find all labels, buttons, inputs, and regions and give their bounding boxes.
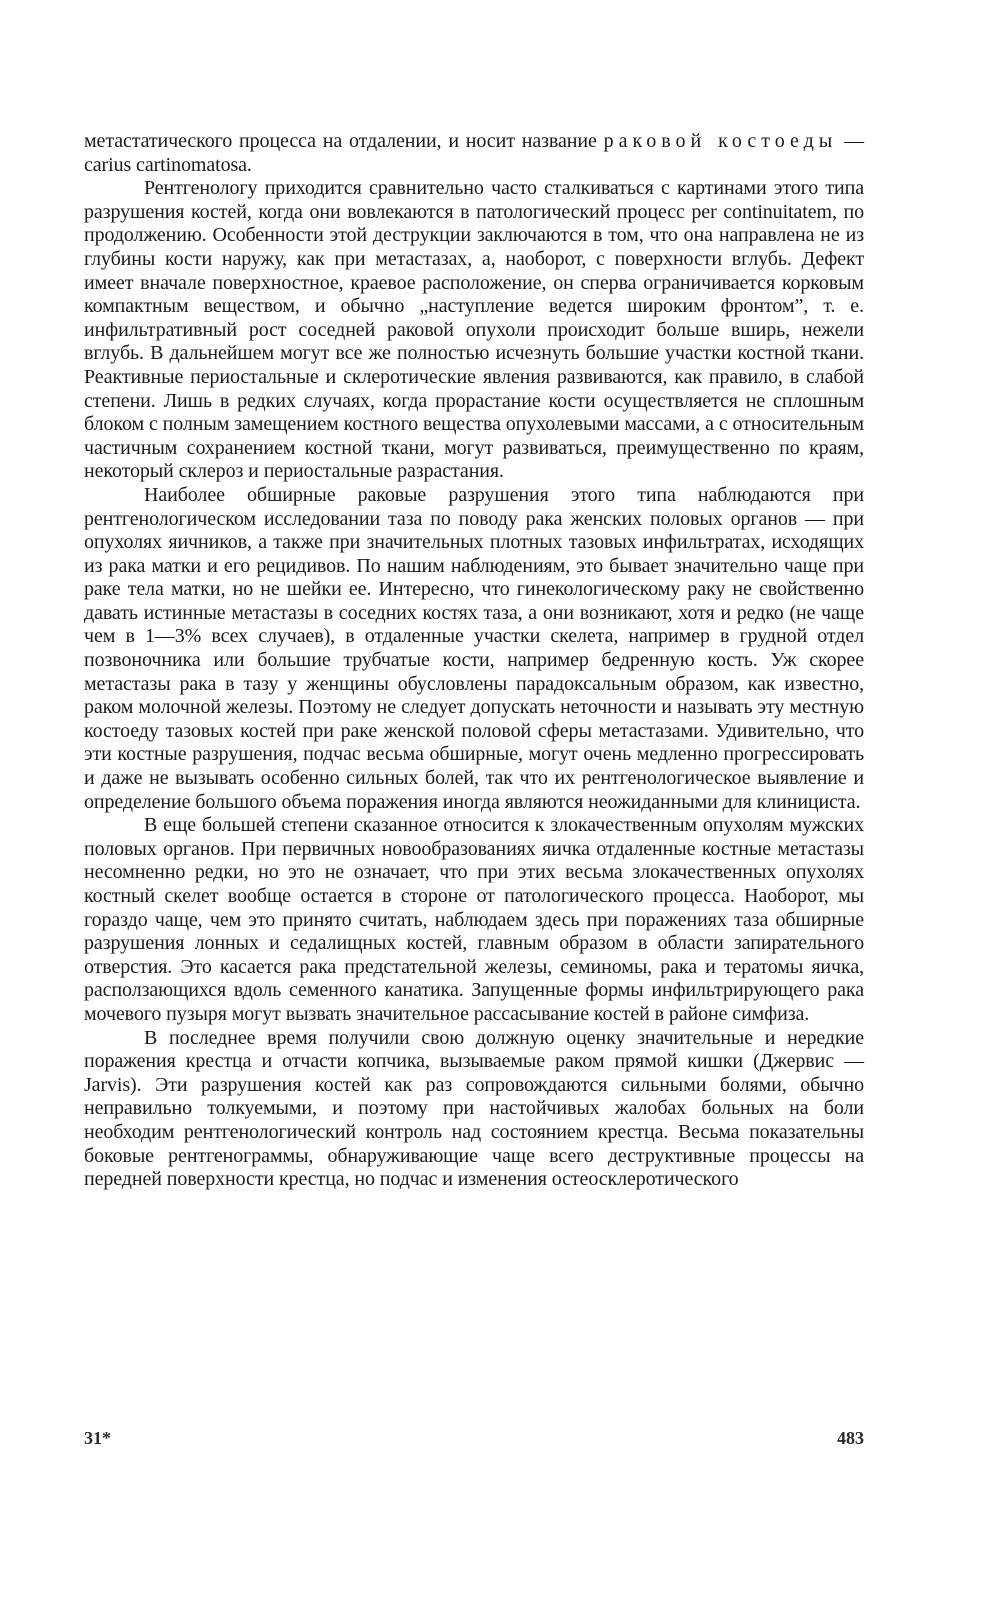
paragraph-3: Наиболее обширные раковые разрушения этого типа наблюдаются при рентгенологическом исследовании таза по поводу рака женских половых органов — при опухолях яичников, а также при значительных плотных тазовых инфильтратах, исходящих из рака матки и его рецидивов. По нашим наблюдениям, это бывает значительно чаще при раке тела матки, но не шейки ее. Интересно, что гинекологическому раку не свойственно давать истинные метастазы в соседних костях таза, а они возникают, хотя и редко (не чаще чем в 1—3% всех случаев), в отдаленные участки скелета, например в грудной отдел позвоночника или большие трубчатые кости, например бедренную кость. Уж скорее метастазы рака в тазу у женщины обусловлены парадоксальным образом, как известно, раком молочной железы. Поэтому не следует допускать неточности и называть эту местную костоеду тазовых костей при раке женской половой сферы метастазами. Удивительно, что эти костные разрушения, подчас весьма обширные, могут очень медленно прогрессировать и даже не вызывать особенно сильных болей, так что их рентгенологическое выявление и определение большого объема поражения иногда являются неожиданными для клинициста. <box>84 483 864 813</box>
paragraph-4: В еще большей степени сказанное относится к злокачественным опухолям мужских половых органов. При первичных новообразованиях яичка отдаленные костные метастазы несомненно редки, но это не означает, что при этих весьма злокачественных опухолях костный скелет вообще остается в стороне от патологического процесса. Наоборот, мы гораздо чаще, чем это принято считать, наблюдаем здесь при поражениях таза обширные разрушения лонных и седалищных костей, главным образом в области запирательного отверстия. Это касается рака предстательной железы, семиномы, рака и тератомы яичка, расползающихся вдоль семенного канатика. Запущенные формы инфильтрирующего рака мочевого пузыря могут вызвать значительное рассасывание костей в районе симфиза. <box>84 814 864 1025</box>
paragraph-5: В последнее время получили свою должную оценку значительные и нередкие поражения крестца и отчасти копчика, вызываемые раком прямой кишки (Джервис — Jarvis). Эти разрушения костей как раз сопровождаются сильными болями, обычно неправильно толкуемыми, и поэтому при настойчивых жалобах больных на боли необходим рентгенологический контроль над состоянием крестца. Весьма показательны боковые рентгенограммы, обнаруживающие чаще всего деструктивные процессы на передней поверхности крестца, но подчас и изменения остеосклеротического <box>84 1026 864 1191</box>
term-cancer-caries: раковой костоеды <box>603 130 838 152</box>
paragraph-1 <box>84 130 864 177</box>
signature-mark: 31* <box>84 1428 111 1448</box>
paragraph-1-pre: метастатического процесса на отдалении, и носит название <box>84 130 604 152</box>
page-number: 483 <box>837 1428 864 1448</box>
paragraph-1-post: — carius cartinomatosa. <box>84 130 864 176</box>
page-footer <box>84 1428 864 1449</box>
page-body <box>84 130 864 1192</box>
paragraph-2: Рентгенологу приходится сравнительно часто сталкиваться с картинами этого типа разрушения костей, когда они вовлекаются в патологический процесс per continuitatem, по продолжению. Особенности этой деструкции заключаются в том, что она направлена не из глубины кости наружу, как при метастазах, а, наоборот, с поверхности вглубь. Дефект имеет вначале поверхностное, краевое расположение, он сперва ограничивается корковым компактным веществом, и обычно „наступление ведется широким фронтом”, т. е. инфильтративный рост соседней раковой опухоли происходит больше вширь, нежели вглубь. В дальнейшем могут все же полностью исчезнуть большие участки костной ткани. Реактивные периостальные и склеротические явления развиваются, как правило, в слабой степени. Лишь в редких случаях, когда прорастание кости осуществляется не сплошным блоком с полным замещением костного вещества опухолевыми массами, а с относительным частичным сохранением костной ткани, могут развиваться, преимущественно по краям, некоторый склероз и периостальные разрастания. <box>84 177 864 483</box>
